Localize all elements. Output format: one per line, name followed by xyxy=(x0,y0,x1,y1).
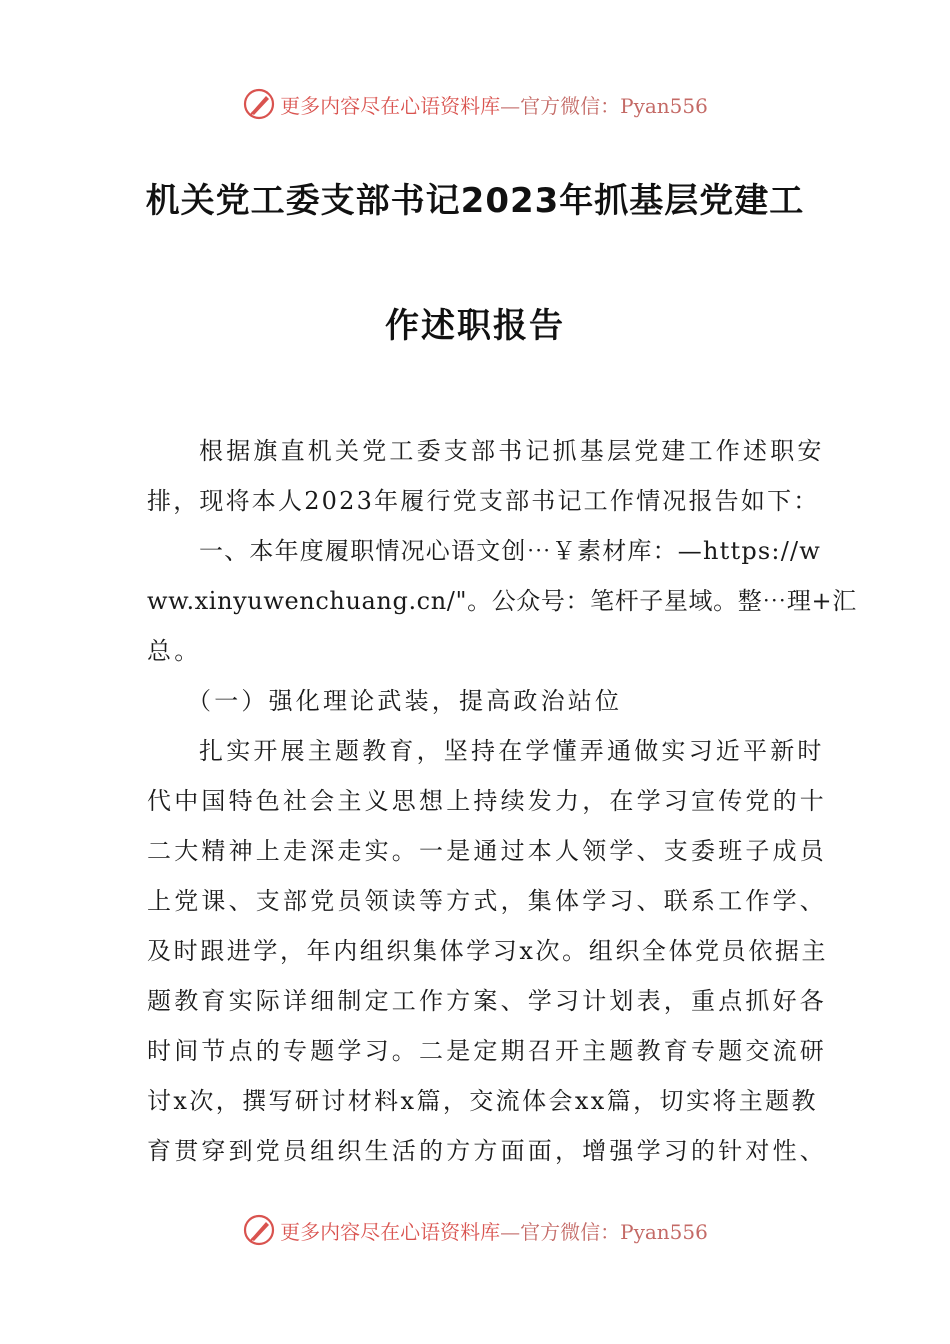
quill-logo-icon xyxy=(242,1213,276,1247)
quill-logo-icon xyxy=(242,87,276,121)
body-line: 上党课、支部党员领读等方式，集体学习、联系工作学、 xyxy=(147,887,827,915)
section-heading: （一）强化理论武装，提高政治站位 xyxy=(187,687,623,715)
banner-main-text: 更多内容尽在心语资料库 xyxy=(280,93,501,118)
body-line: 讨x次，撰写研讨材料x篇，交流体会xx篇，切实将主题教 xyxy=(147,1087,818,1115)
body-line: 及时跟进学，年内组织集体学习x次。组织全体党员依据主 xyxy=(147,937,829,965)
banner-text xyxy=(280,90,708,119)
banner-dash: — xyxy=(500,1219,521,1244)
footer-banner xyxy=(0,1210,950,1250)
body-line: 排，现将本人2023年履行党支部书记工作情况报告如下： xyxy=(147,487,820,515)
body-line: 总。 xyxy=(147,637,202,665)
banner-dash: — xyxy=(500,93,521,118)
banner-wechat: 官方微信：Pyan556 xyxy=(520,93,708,118)
body-line: 根据旗直机关党工委支部书记抓基层党建工作述职安 xyxy=(199,437,825,465)
document-title-line-1: 机关党工委支部书记2023年抓基层党建工 xyxy=(145,181,805,221)
banner-main-text: 更多内容尽在心语资料库 xyxy=(280,1219,501,1244)
body-line: 代中国特色社会主义思想上持续发力，在学习宣传党的十 xyxy=(147,787,827,815)
banner-wechat: 官方微信：Pyan556 xyxy=(520,1219,708,1244)
body-line: ww.xinyuwenchuang.cn/"。公众号：笔杆子星域。整⋯理+汇 xyxy=(147,587,857,615)
banner-text xyxy=(280,1216,708,1245)
body-line: 育贯穿到党员组织生活的方方面面，增强学习的针对性、 xyxy=(147,1137,827,1165)
body-line: 时间节点的专题学习。二是定期召开主题教育专题交流研 xyxy=(147,1037,827,1065)
document-title-line-2: 作述职报告 xyxy=(385,306,565,346)
body-line: 二大精神上走深走实。一是通过本人领学、支委班子成员 xyxy=(147,837,827,865)
body-line: 题教育实际详细制定工作方案、学习计划表，重点抓好各 xyxy=(147,987,827,1015)
header-banner xyxy=(0,84,950,124)
document-body xyxy=(147,426,857,1176)
body-line: 一、本年度履职情况心语文创⋯￥素材库：—https://w xyxy=(199,537,822,565)
body-line: 扎实开展主题教育，坚持在学懂弄通做实习近平新时 xyxy=(199,737,825,765)
